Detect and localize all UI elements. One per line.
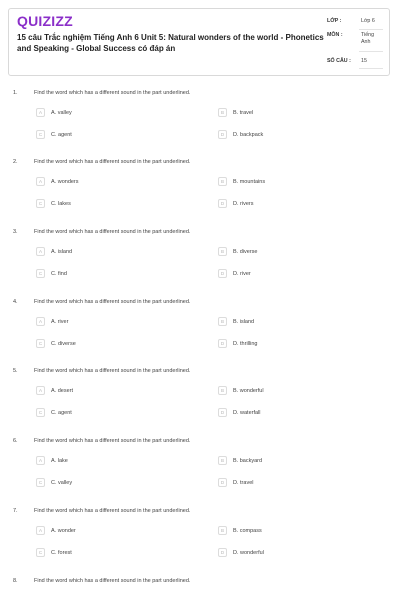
option-letter-box: D	[218, 339, 227, 348]
option-letter-box: C	[36, 408, 45, 417]
option-letter-box: C	[36, 548, 45, 557]
question-item	[0, 508, 400, 578]
meta-subject-label: MÔN :	[327, 32, 343, 38]
option-letter-box: B	[218, 247, 227, 256]
meta-count-label: SỐ CÂU :	[327, 58, 351, 64]
question-item	[0, 229, 400, 299]
option-letter-box: A	[36, 386, 45, 395]
option-text: D. river	[233, 270, 251, 277]
option-letter-box: A	[36, 317, 45, 326]
option-text: A. desert	[51, 387, 74, 394]
question-text: Find the word which has a different sound in the part underlined.	[34, 159, 191, 165]
question-item	[0, 368, 400, 438]
option-letter-box: D	[218, 199, 227, 208]
option-text: D. thrilling	[233, 340, 258, 347]
option-letter-box: A	[36, 247, 45, 256]
option-text: B. backyard	[233, 457, 263, 464]
question-text: Find the word which has a different sound in the part underlined.	[34, 299, 191, 305]
option-letter-box: B	[218, 317, 227, 326]
question-number: 5.	[13, 368, 18, 374]
option-text: C. valley	[51, 479, 73, 486]
question-item	[0, 578, 400, 598]
worksheet-title: 15 câu Trắc nghiệm Tiếng Anh 6 Unit 5: Natural wonders of the world - Phonetics and Speaking - Global Success có đáp án	[17, 33, 324, 53]
option-letter-box: C	[36, 478, 45, 487]
option-letter-box: C	[36, 269, 45, 278]
option-letter-box: D	[218, 130, 227, 139]
option-letter-box: D	[218, 408, 227, 417]
question-number: 3.	[13, 229, 18, 235]
option-text: C. find	[51, 270, 67, 277]
option-text: D. travel	[233, 479, 254, 486]
option-text: C. lakes	[51, 200, 71, 207]
option-text: C. agent	[51, 131, 72, 138]
option-text: B. diverse	[233, 248, 258, 255]
option-letter-box: A	[36, 108, 45, 117]
question-text: Find the word which has a different sound in the part underlined.	[34, 578, 191, 584]
option-text: A. island	[51, 248, 73, 255]
meta-class-label: LỚP :	[327, 18, 342, 24]
question-number: 8.	[13, 578, 18, 584]
option-letter-box: D	[218, 269, 227, 278]
option-text: C. agent	[51, 409, 72, 416]
option-text: D. rivers	[233, 200, 254, 207]
option-letter-box: B	[218, 526, 227, 535]
option-text: B. travel	[233, 109, 254, 116]
question-text: Find the word which has a different sound in the part underlined.	[34, 508, 191, 514]
question-text: Find the word which has a different sound in the part underlined.	[34, 229, 191, 235]
question-number: 6.	[13, 438, 18, 444]
question-text: Find the word which has a different sound in the part underlined.	[34, 90, 191, 96]
option-letter-box: C	[36, 339, 45, 348]
option-letter-box: A	[36, 177, 45, 186]
question-number: 1.	[13, 90, 18, 96]
question-item	[0, 438, 400, 508]
option-letter-box: B	[218, 386, 227, 395]
question-item	[0, 299, 400, 369]
meta-class-value: Lớp 6	[361, 18, 375, 24]
option-letter-box: A	[36, 456, 45, 465]
option-text: B. wonderful	[233, 387, 264, 394]
option-letter-box: A	[36, 526, 45, 535]
option-text: A. lake	[51, 457, 68, 464]
option-letter-box: B	[218, 108, 227, 117]
question-text: Find the word which has a different sound in the part underlined.	[34, 438, 191, 444]
option-text: C. diverse	[51, 340, 76, 347]
question-number: 2.	[13, 159, 18, 165]
meta-count-value: 15	[361, 58, 367, 64]
option-letter-box: D	[218, 478, 227, 487]
option-text: A. wonders	[51, 178, 79, 185]
quizizz-logo: QUIZIZZ	[17, 13, 73, 29]
option-text: B. island	[233, 318, 255, 325]
question-item	[0, 90, 400, 160]
option-letter-box: B	[218, 456, 227, 465]
question-number: 7.	[13, 508, 18, 514]
option-text: B. mountains	[233, 178, 266, 185]
option-text: D. waterfall	[233, 409, 261, 416]
option-text: A. river	[51, 318, 69, 325]
option-text: A. valley	[51, 109, 72, 116]
question-number: 4.	[13, 299, 18, 305]
option-letter-box: B	[218, 177, 227, 186]
option-letter-box: D	[218, 548, 227, 557]
question-item	[0, 159, 400, 229]
option-text: C. forest	[51, 549, 72, 556]
option-text: A. wonder	[51, 527, 76, 534]
option-letter-box: C	[36, 130, 45, 139]
option-text: D. backpack	[233, 131, 264, 138]
question-text: Find the word which has a different sound in the part underlined.	[34, 368, 191, 374]
meta-subject-value: Tiếng Anh	[361, 32, 375, 45]
option-text: D. wonderful	[233, 549, 264, 556]
option-text: B. compass	[233, 527, 262, 534]
option-letter-box: C	[36, 199, 45, 208]
